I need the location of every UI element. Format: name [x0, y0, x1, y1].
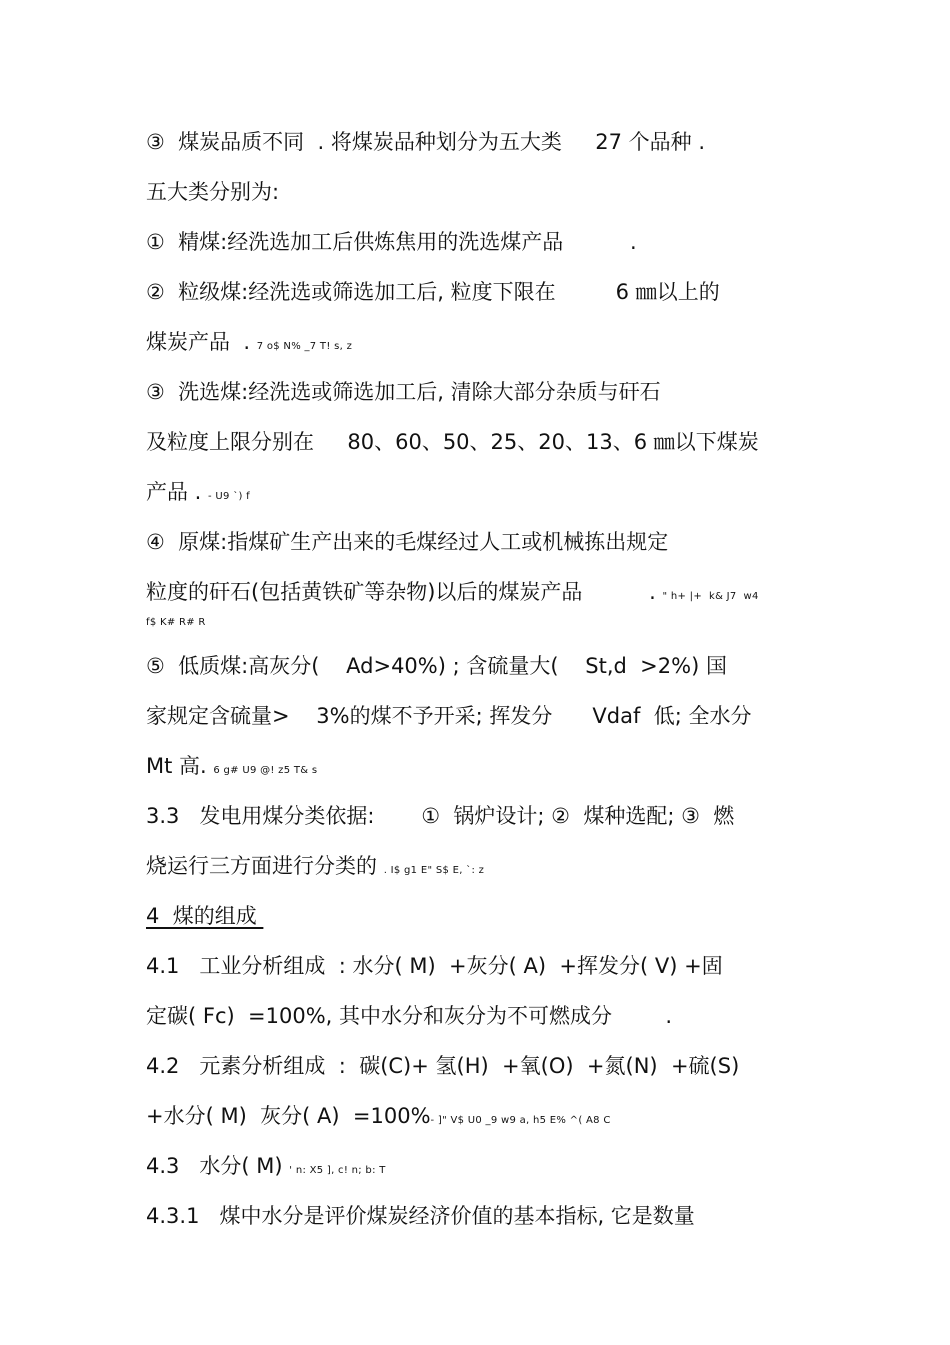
text-line: 五大类分别为: — [146, 180, 280, 204]
noise-text: 7 o$ N% _7 T! s, z — [256, 341, 353, 352]
noise-text: ' n: X5 ], c! n; b: T — [289, 1165, 386, 1176]
text-line: 煤炭产品 . 7 o$ N% _7 T! s, z — [146, 330, 353, 354]
text-line: 烧运行三方面进行分类的 . I$ g1 E" S$ E, `: z — [146, 854, 485, 878]
text-line: 3.3 发电用煤分类依据: ① 锅炉设计; ② 煤种选配; ③ 燃 — [146, 804, 735, 828]
text-line: 家规定含硫量> 3%的煤不予开采; 挥发分 Vdaf 低; 全水分 — [146, 704, 752, 728]
text-line: ③ 煤炭品质不同 . 将煤炭品种划分为五大类 27 个品种 . — [146, 130, 706, 154]
section-heading: 4 煤的组成 — [146, 904, 264, 928]
text-line: 4.3.1 煤中水分是评价煤炭经济价值的基本指标, 它是数量 — [146, 1204, 695, 1228]
text-line: ① 精煤:经洗选加工后供炼焦用的洗选煤产品 . — [146, 230, 637, 254]
noise-text: - U9 `) f — [208, 491, 250, 502]
text-line: +水分( M) 灰分( A) =100%- ]" V$ U0 _9 w9 a, h5 E% ^( A8 C — [146, 1104, 611, 1128]
text-line: 4.3 水分( M) ' n: X5 ], c! n; b: T — [146, 1154, 386, 1178]
text-line: ④ 原煤:指煤矿生产出来的毛煤经过人工或机械拣出规定 — [146, 530, 669, 554]
text-line: 定碳( Fc) =100%, 其中水分和灰分为不可燃成分 . — [146, 1004, 673, 1028]
noise-text: 6 g# U9 @! z5 T& s — [213, 765, 318, 776]
text-line: 及粒度上限分别在 80、60、50、25、20、13、6 ㎜以下煤炭 — [146, 430, 759, 454]
text-line — [146, 608, 810, 628]
noise-text: - ]" V$ U0 _9 w9 a, h5 E% ^( A8 C — [430, 1115, 611, 1126]
text-line: Mt 高. 6 g# U9 @! z5 T& s — [146, 754, 318, 778]
noise-text: " h+ |+ k& J7 w4 — [662, 591, 759, 602]
text-line: ③ 洗选煤:经洗选或筛选加工后, 清除大部分杂质与矸石 — [146, 380, 661, 404]
text-line: 4.2 元素分析组成 : 碳(C)+ 氢(H) +氧(O) +氮(N) +硫(S) — [146, 1054, 740, 1078]
text-line: 4.1 工业分析组成 : 水分( M) +灰分( A) +挥发分( V) +固 — [146, 954, 723, 978]
text-line: 粒度的矸石(包括黄铁矿等杂物)以后的煤炭产品 . " h+ |+ k& J7 w4 — [146, 580, 759, 604]
noise-text: f$ K# R# R — [146, 617, 206, 628]
text-line: 产品 . - U9 `) f — [146, 480, 250, 504]
text-line: ② 粒级煤:经洗选或筛选加工后, 粒度下限在 6 ㎜以上的 — [146, 280, 720, 304]
text-line: ⑤ 低质煤:高灰分( Ad>40%) ; 含硫量大( St,d >2%) 国 — [146, 654, 727, 678]
noise-text: . I$ g1 E" S$ E, `: z — [383, 865, 485, 876]
